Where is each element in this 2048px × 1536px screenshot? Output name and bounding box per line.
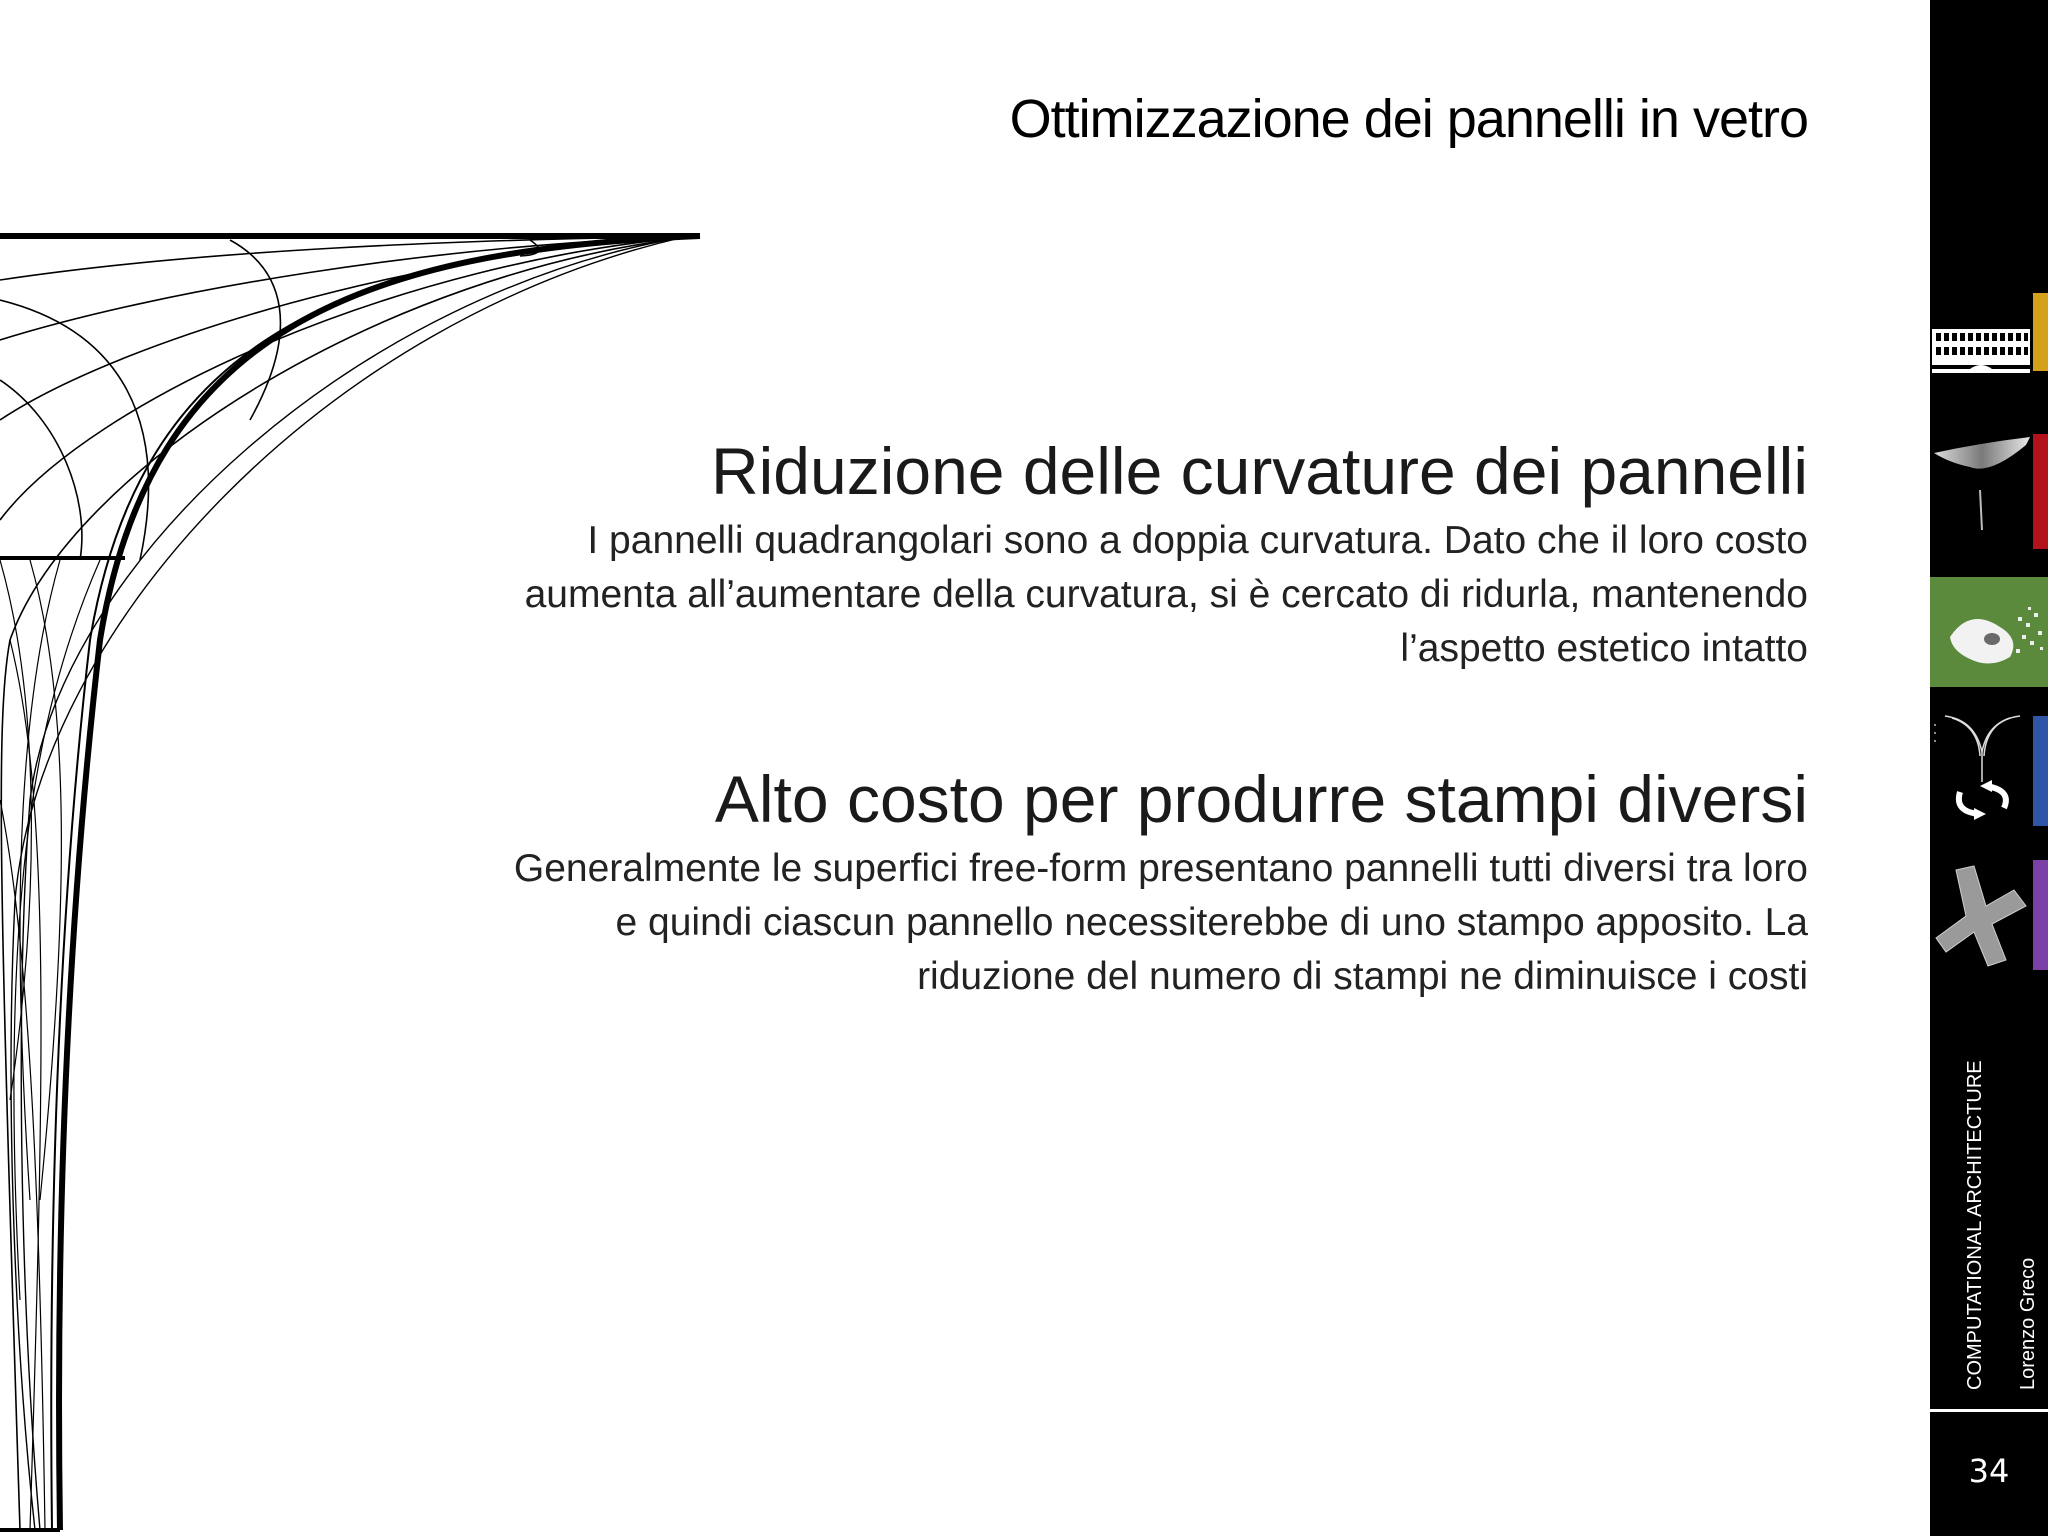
chapter-stripe-purple [2033, 860, 2048, 970]
chapter-sidebar [1930, 0, 2048, 1536]
chapter-stripe-yellow [2033, 293, 2048, 371]
chapter-stripe-blue [2033, 716, 2048, 826]
section-body [525, 514, 1808, 676]
body-line: e quindi ciascun pannello necessiterebbe di uno stampo apposito. La [615, 900, 1808, 944]
body-line: l’aspetto estetico intatto [1400, 626, 1808, 670]
terrain-map-icon[interactable] [1930, 577, 2048, 687]
building-facade-icon[interactable] [1930, 325, 2032, 381]
body-line: aumenta all’aumentare della curvatura, si è cercato di ridurla, mantenendo [524, 572, 1808, 616]
funnel-rotation-icon[interactable] [1930, 712, 2032, 824]
section-molds [514, 763, 1808, 1004]
chapter-stripe-red [2033, 434, 2048, 549]
section-body [514, 842, 1808, 1004]
page-number: 34 [1968, 1452, 2010, 1490]
cross-structure-icon[interactable] [1930, 860, 2032, 970]
section-heading: Alto costo per produrre stampi diversi [714, 762, 1808, 836]
body-line: riduzione del numero di stampi ne diminuisce i costi [917, 954, 1808, 998]
body-line: I pannelli quadrangolari sono a doppia curvatura. Dato che il loro costo [587, 518, 1808, 562]
section-heading: Riduzione delle curvature dei pannelli [710, 434, 1808, 508]
curved-canopy-icon[interactable] [1930, 435, 2032, 540]
body-line: Generalmente le superfici free-form presentano pannelli tutti diversi tra loro [513, 846, 1808, 890]
sidebar-divider [1930, 1409, 2048, 1412]
author-label: Lorenzo Greco [2017, 1257, 2039, 1390]
slide-title: Ottimizzazione dei pannelli in vetro [1009, 89, 1808, 149]
section-curvature [525, 435, 1808, 676]
course-label: COMPUTATIONAL ARCHITECTURE [1964, 1060, 1986, 1390]
